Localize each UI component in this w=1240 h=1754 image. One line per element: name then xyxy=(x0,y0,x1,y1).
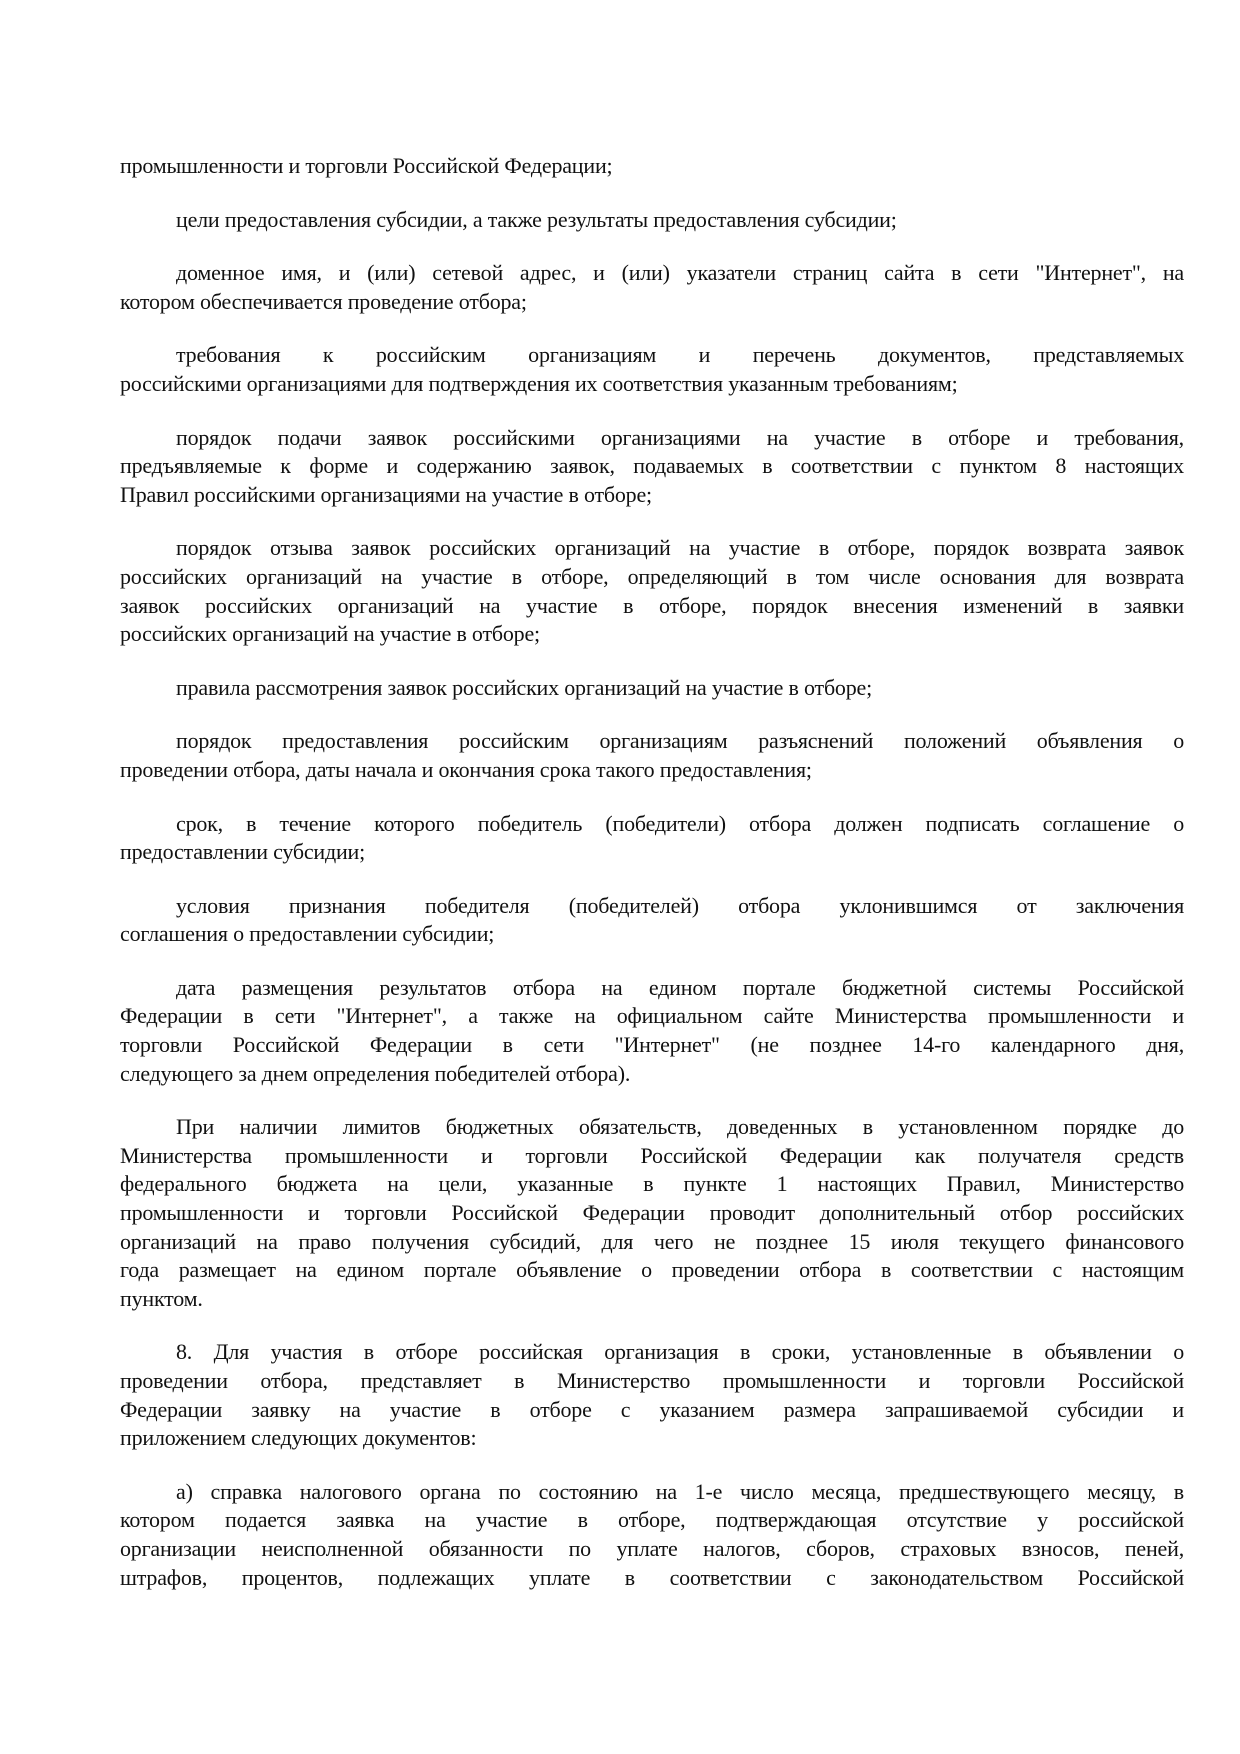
text-line: котором подается заявка на участие в отборе, подтверждающая отсутствие у российской xyxy=(120,1507,1184,1533)
paragraph xyxy=(120,1338,1184,1452)
text-line: года размещает на едином портале объявление о проведении отбора в соответствии с настоящим xyxy=(120,1257,1184,1283)
paragraph xyxy=(120,810,1184,867)
text-line: котором обеспечивается проведение отбора; xyxy=(120,288,527,314)
text-line: предъявляемые к форме и содержанию заявок, подаваемых в соответствии с пунктом 8 настоящих xyxy=(120,453,1184,479)
text-line: федерального бюджета на цели, указанные в пункте 1 настоящих Правил, Министерство xyxy=(120,1171,1184,1197)
text-line: Правил российскими организациями на участие в отборе; xyxy=(120,481,652,507)
text-line: порядок подачи заявок российскими организациями на участие в отборе и требования, xyxy=(176,424,1184,450)
text-line: соглашения о предоставлении субсидии; xyxy=(120,921,495,947)
text-line: Федерации заявку на участие в отборе с указанием размера запрашиваемой субсидии и xyxy=(120,1396,1184,1422)
text-line: заявок российских организаций на участие в отборе, порядок внесения изменений в заявки xyxy=(120,592,1184,618)
text-line: порядок предоставления российским организациям разъяснений положений объявления о xyxy=(176,728,1184,754)
text-line: промышленности и торговли Российской Федерации проводит дополнительный отбор российских xyxy=(120,1200,1184,1226)
text-line: условия признания победителя (победителей) отбора уклонившимся от заключения xyxy=(176,892,1184,918)
paragraph xyxy=(120,1478,1184,1592)
text-line: российских организаций на участие в отборе; xyxy=(120,621,540,647)
text-line: требования к российским организациям и перечень документов, представляемых xyxy=(176,342,1184,368)
paragraph xyxy=(120,152,1184,181)
text-line: При наличии лимитов бюджетных обязательств, доведенных в установленном порядке до xyxy=(176,1114,1184,1140)
text-line: следующего за днем определения победителей отбора). xyxy=(120,1060,631,1086)
paragraph xyxy=(120,206,1184,235)
paragraph xyxy=(120,974,1184,1088)
text-line: организаций на право получения субсидий, для чего не позднее 15 июля текущего финансового xyxy=(120,1228,1184,1254)
text-line: порядок отзыва заявок российских организаций на участие в отборе, порядок возврата заявок xyxy=(176,535,1184,561)
paragraph xyxy=(120,674,1184,703)
text-line: торговли Российской Федерации в сети "Интернет" (не позднее 14-го календарного дня, xyxy=(120,1032,1184,1058)
paragraph xyxy=(120,259,1184,316)
text-line: Министерства промышленности и торговли Российской Федерации как получателя средств xyxy=(120,1142,1184,1168)
text-line: предоставлении субсидии; xyxy=(120,839,366,865)
text-line: а) справка налогового органа по состоянию на 1-е число месяца, предшествующего месяцу, в xyxy=(176,1478,1184,1504)
document-page xyxy=(120,152,1184,1617)
text-line: цели предоставления субсидии, а также результаты предоставления субсидии; xyxy=(176,206,897,232)
text-line: пунктом. xyxy=(120,1285,203,1311)
text-line: срок, в течение которого победитель (победители) отбора должен подписать соглашение о xyxy=(176,810,1184,836)
text-line: организации неисполненной обязанности по уплате налогов, сборов, страховых взносов, пеней, xyxy=(120,1535,1184,1561)
paragraph xyxy=(120,534,1184,648)
paragraph xyxy=(120,341,1184,398)
text-line: приложением следующих документов: xyxy=(120,1425,477,1451)
text-line: правила рассмотрения заявок российских организаций на участие в отборе; xyxy=(176,674,873,700)
text-line: штрафов, процентов, подлежащих уплате в соответствии с законодательством Российской xyxy=(120,1564,1184,1590)
text-line: дата размещения результатов отбора на едином портале бюджетной системы Российской xyxy=(176,974,1184,1000)
paragraph xyxy=(120,1113,1184,1313)
paragraph xyxy=(120,892,1184,949)
text-line: 8. Для участия в отборе российская организация в сроки, установленные в объявлении о xyxy=(176,1339,1184,1365)
text-line: российскими организациями для подтверждения их соответствия указанным требованиям; xyxy=(120,370,958,396)
text-line: проведении отбора, даты начала и окончания срока такого предоставления; xyxy=(120,756,812,782)
text-line: Федерации в сети "Интернет", а также на официальном сайте Министерства промышленности и xyxy=(120,1003,1184,1029)
paragraph xyxy=(120,727,1184,784)
text-line: проведении отбора, представляет в Министерство промышленности и торговли Российской xyxy=(120,1368,1184,1393)
text-line: доменное имя, и (или) сетевой адрес, и (или) указатели страниц сайта в сети "Интернет", на xyxy=(176,260,1184,286)
paragraph xyxy=(120,424,1184,510)
text-line: промышленности и торговли Российской Федерации; xyxy=(120,153,613,178)
text-line: российских организаций на участие в отборе, определяющий в том числе основания для возврата xyxy=(120,563,1184,589)
